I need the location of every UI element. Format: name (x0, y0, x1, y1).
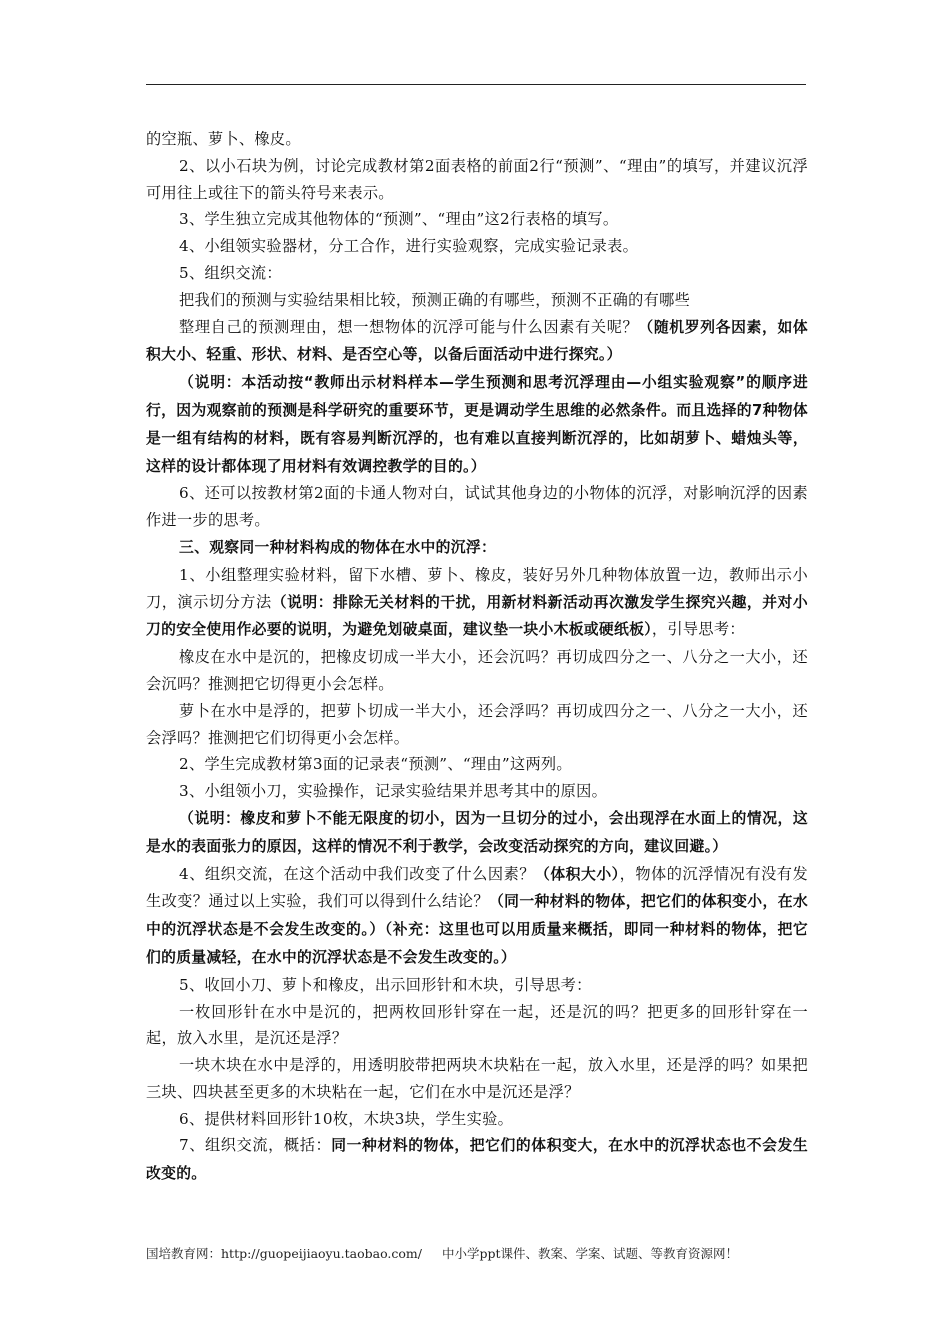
paragraph (146, 1106, 808, 1133)
paragraph (146, 206, 808, 233)
text-run: 萝卜在水中是浮的，把萝卜切成一半大小，还会浮吗？再切成四分之一、八分之一大小，还会浮吗？推测把它们切得更小会怎样。 (146, 701, 808, 747)
paragraph (146, 778, 808, 805)
text-run: 7、组织交流，概括： (179, 1136, 332, 1155)
text-run: 5、收回小刀、萝卜和橡皮，出示回形针和木块，引导思考： (179, 975, 592, 994)
text-run: 1、小组整理实验材料，留下水槽、萝卜、橡皮，装好另外几种物体放置一边，教师出示小刀，演示切分方法 (146, 565, 808, 611)
paragraph (146, 562, 808, 644)
text-run: 的空瓶、萝卜、橡皮。 (146, 130, 301, 148)
paragraph (146, 751, 808, 778)
paragraph (146, 260, 808, 287)
bold-text-run: （说明：排除无关材料的干扰，用新材料新活动再次激发学生探究兴趣，并对小刀的安全使用作必要的说明，为避免划破桌面，建议垫一块小木板或硬纸板） (146, 593, 808, 639)
paragraph (146, 999, 808, 1053)
paragraph (146, 861, 808, 972)
header-rule (146, 84, 806, 85)
text-run: 5、组织交流： (179, 263, 282, 282)
text-run: 3、小组领小刀，实验操作，记录实验结果并思考其中的原因。 (179, 782, 608, 801)
bold-text-run: （说明：橡皮和萝卜不能无限度的切小，因为一旦切分的过小，会出现浮在水面上的情况，这是水的表面张力的原因，这样的情况不利于教学，会改变活动探究的方向，建议回避。） (146, 809, 808, 855)
paragraph (146, 534, 808, 562)
paragraph (146, 805, 808, 861)
paragraph (146, 314, 808, 370)
text-run: 一枚回形针在水中是沉的，把两枚回形针穿在一起，还是沉的吗？把更多的回形针穿在一起，放入水里，是沉还是浮？ (146, 1002, 808, 1048)
text-run: 6、还可以按教材第2面的卡通人物对白，试试其他身边的小物体的沉浮，对影响沉浮的因素作进一步的思考。 (146, 484, 808, 530)
text-run: 4、组织交流，在这个活动中我们改变了什么因素？ (179, 864, 536, 883)
footer-slogan: 中小学ppt课件、教案、学案、试题、等教育资源网！ (441, 1246, 739, 1261)
bold-text-run: 同一种材料的物体，把它们的体积变大，在水中的沉浮状态也不会发生改变的。 (146, 1137, 808, 1183)
document-body (146, 126, 808, 1188)
paragraph (146, 1132, 808, 1188)
text-run: 2、学生完成教材第3面的记录表“预测”、“理由”这两列。 (179, 755, 572, 774)
paragraph (146, 287, 808, 314)
text-run: 整理自己的预测理由，想一想物体的沉浮可能与什么因素有关呢？ (179, 317, 639, 336)
paragraph (146, 126, 808, 153)
paragraph (146, 153, 808, 207)
paragraph (146, 644, 808, 698)
text-run: 3、学生独立完成其他物体的“预测”、“理由”这2行表格的填写。 (179, 210, 619, 229)
paragraph (146, 233, 808, 260)
text-run: 4、小组领实验器材，分工合作，进行实验观察，完成实验记录表。 (179, 237, 639, 256)
footer-site: 国培教育网：http://guopeijiaoyu.taobao.com/ (146, 1246, 422, 1261)
text-run: 一块木块在水中是浮的，用透明胶带把两块木块粘在一起，放入水里，还是浮的吗？如果把三块、四块甚至更多的木块粘在一起，它们在水中是沉还是浮？ (146, 1056, 808, 1101)
paragraph (146, 369, 808, 480)
paragraph (146, 480, 808, 534)
bold-text-run: （说明：本活动按“教师出示材料样本—学生预测和思考沉浮理由—小组实验观察”的顺序进行，因为观察前的预测是科学研究的重要环节，更是调动学生思维的必然条件。而且选择的7种物体是一组有结构的材料，既有容易判断沉浮的，也有难以直接判断沉浮的，比如胡萝卜、蜡烛头等，这样的设计都体现了用材料有效调控教学的目的。） (146, 374, 808, 475)
bold-text-run: （随机罗列各因素，如体积大小、轻重、形状、材料、是否空心等，以备后面活动中进行探究。） (146, 318, 808, 364)
bold-text-run: 三、观察同一种材料构成的物体在水中的沉浮： (179, 538, 497, 556)
text-run: 把我们的预测与实验结果相比较，预测正确的有哪些，预测不正确的有哪些 (179, 290, 691, 309)
paragraph (146, 1052, 808, 1106)
text-run: 6、提供材料回形针10枚，木块3块，学生实验。 (179, 1109, 514, 1128)
text-run: 2、以小石块为例，讨论完成教材第2面表格的前面2行“预测”、“理由”的填写，并建议沉浮可用往上或往下的箭头符号来表示。 (146, 156, 808, 202)
bold-text-run: （同一种材料的物体，把它们的体积变小，在水中的沉浮状态是不会发生改变的。）（补充：这里也可以用质量来概括，即同一种材料的物体，把它们的质量减轻，在水中的沉浮状态是不会发生改变的。） (146, 893, 808, 966)
paragraph (146, 972, 808, 999)
paragraph (146, 698, 808, 752)
bold-text-run: （体积大小） (535, 865, 620, 883)
text-run: ，引导思考： (651, 620, 745, 639)
text-run: 橡皮在水中是沉的，把橡皮切成一半大小，还会沉吗？再切成四分之一、八分之一大小，还会沉吗？推测把它切得更小会怎样。 (146, 648, 808, 693)
text-run: ，物体的沉浮情况有没有发生改变？通过以上实验，我们可以得到什么结论？ (146, 864, 808, 911)
page-footer (146, 1244, 738, 1262)
